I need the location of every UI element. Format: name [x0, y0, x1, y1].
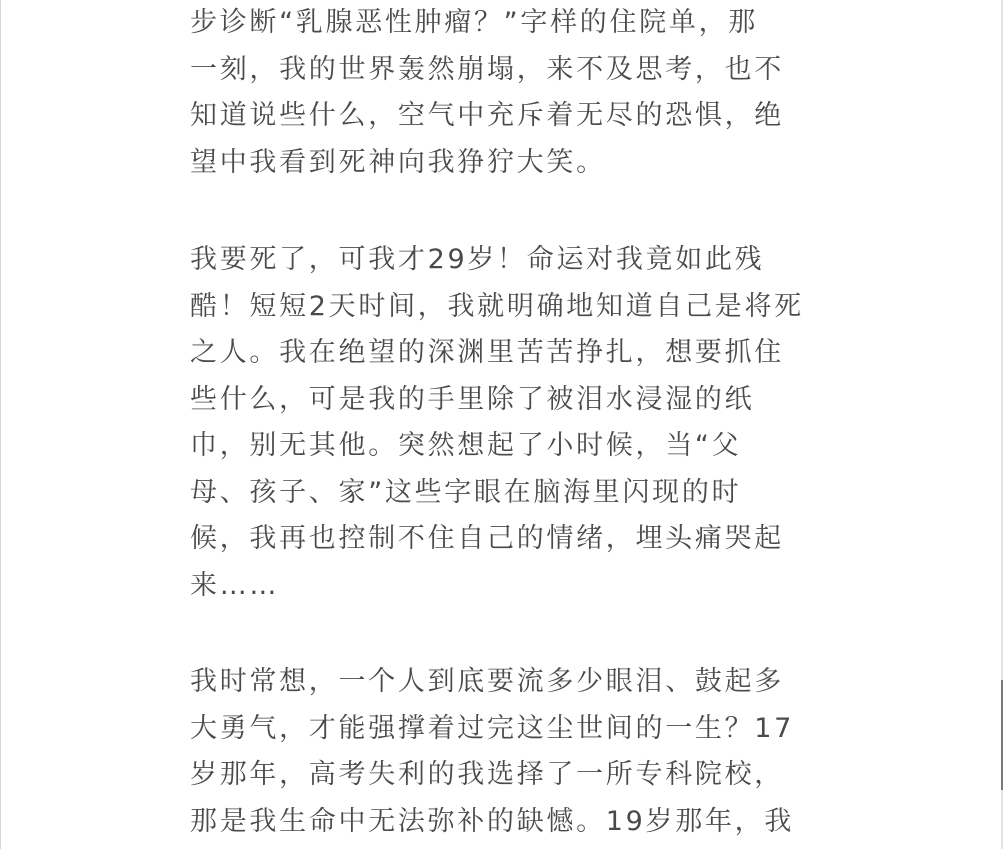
text-line: 些什么，可是我的手里除了被泪水浸湿的纸: [190, 383, 755, 415]
text-line: 大勇气，才能强撑着过完这尘世间的一生？17: [190, 712, 795, 744]
text-line: 望中我看到死神向我狰狞大笑。: [190, 146, 606, 178]
text-line: 我时常想，一个人到底要流多少眼泪、鼓起多: [190, 666, 784, 697]
text-line: 步诊断“乳腺恶性肿瘤？”字样的住院单，那: [190, 7, 758, 38]
text-line: 知道说些什么，空气中充斥着无尽的恐惧，绝: [190, 100, 784, 131]
text-line: 来……: [190, 569, 280, 601]
paragraph-despair: [190, 237, 804, 609]
text-line: 母、孩子、家”这些字眼在脑海里闪现的时: [190, 476, 742, 508]
text-line: 之人。我在绝望的深渊里苦苦挣扎，想要抓住: [190, 337, 784, 368]
text-line: 那是我生命中无法弥补的缺憾。19岁那年，我: [190, 805, 795, 837]
paragraph-diagnosis: [190, 0, 784, 186]
text-line: 我要死了，可我才29岁！命运对我竟如此残: [190, 244, 765, 275]
text-line: 酷！短短2天时间，我就明确地知道自己是将死: [190, 290, 804, 322]
text-line: 岁那年，高考失利的我选择了一所专科院校，: [190, 759, 784, 790]
text-line: 一刻，我的世界轰然崩塌，来不及思考，也不: [190, 53, 784, 85]
text-line: 巾，别无其他。突然想起了小时候，当“父: [190, 430, 742, 461]
text-line: 候，我再也控制不住自己的情绪，埋头痛哭起: [190, 523, 784, 554]
paragraph-reflection: [190, 659, 794, 845]
page-left-border: [0, 0, 1, 849]
